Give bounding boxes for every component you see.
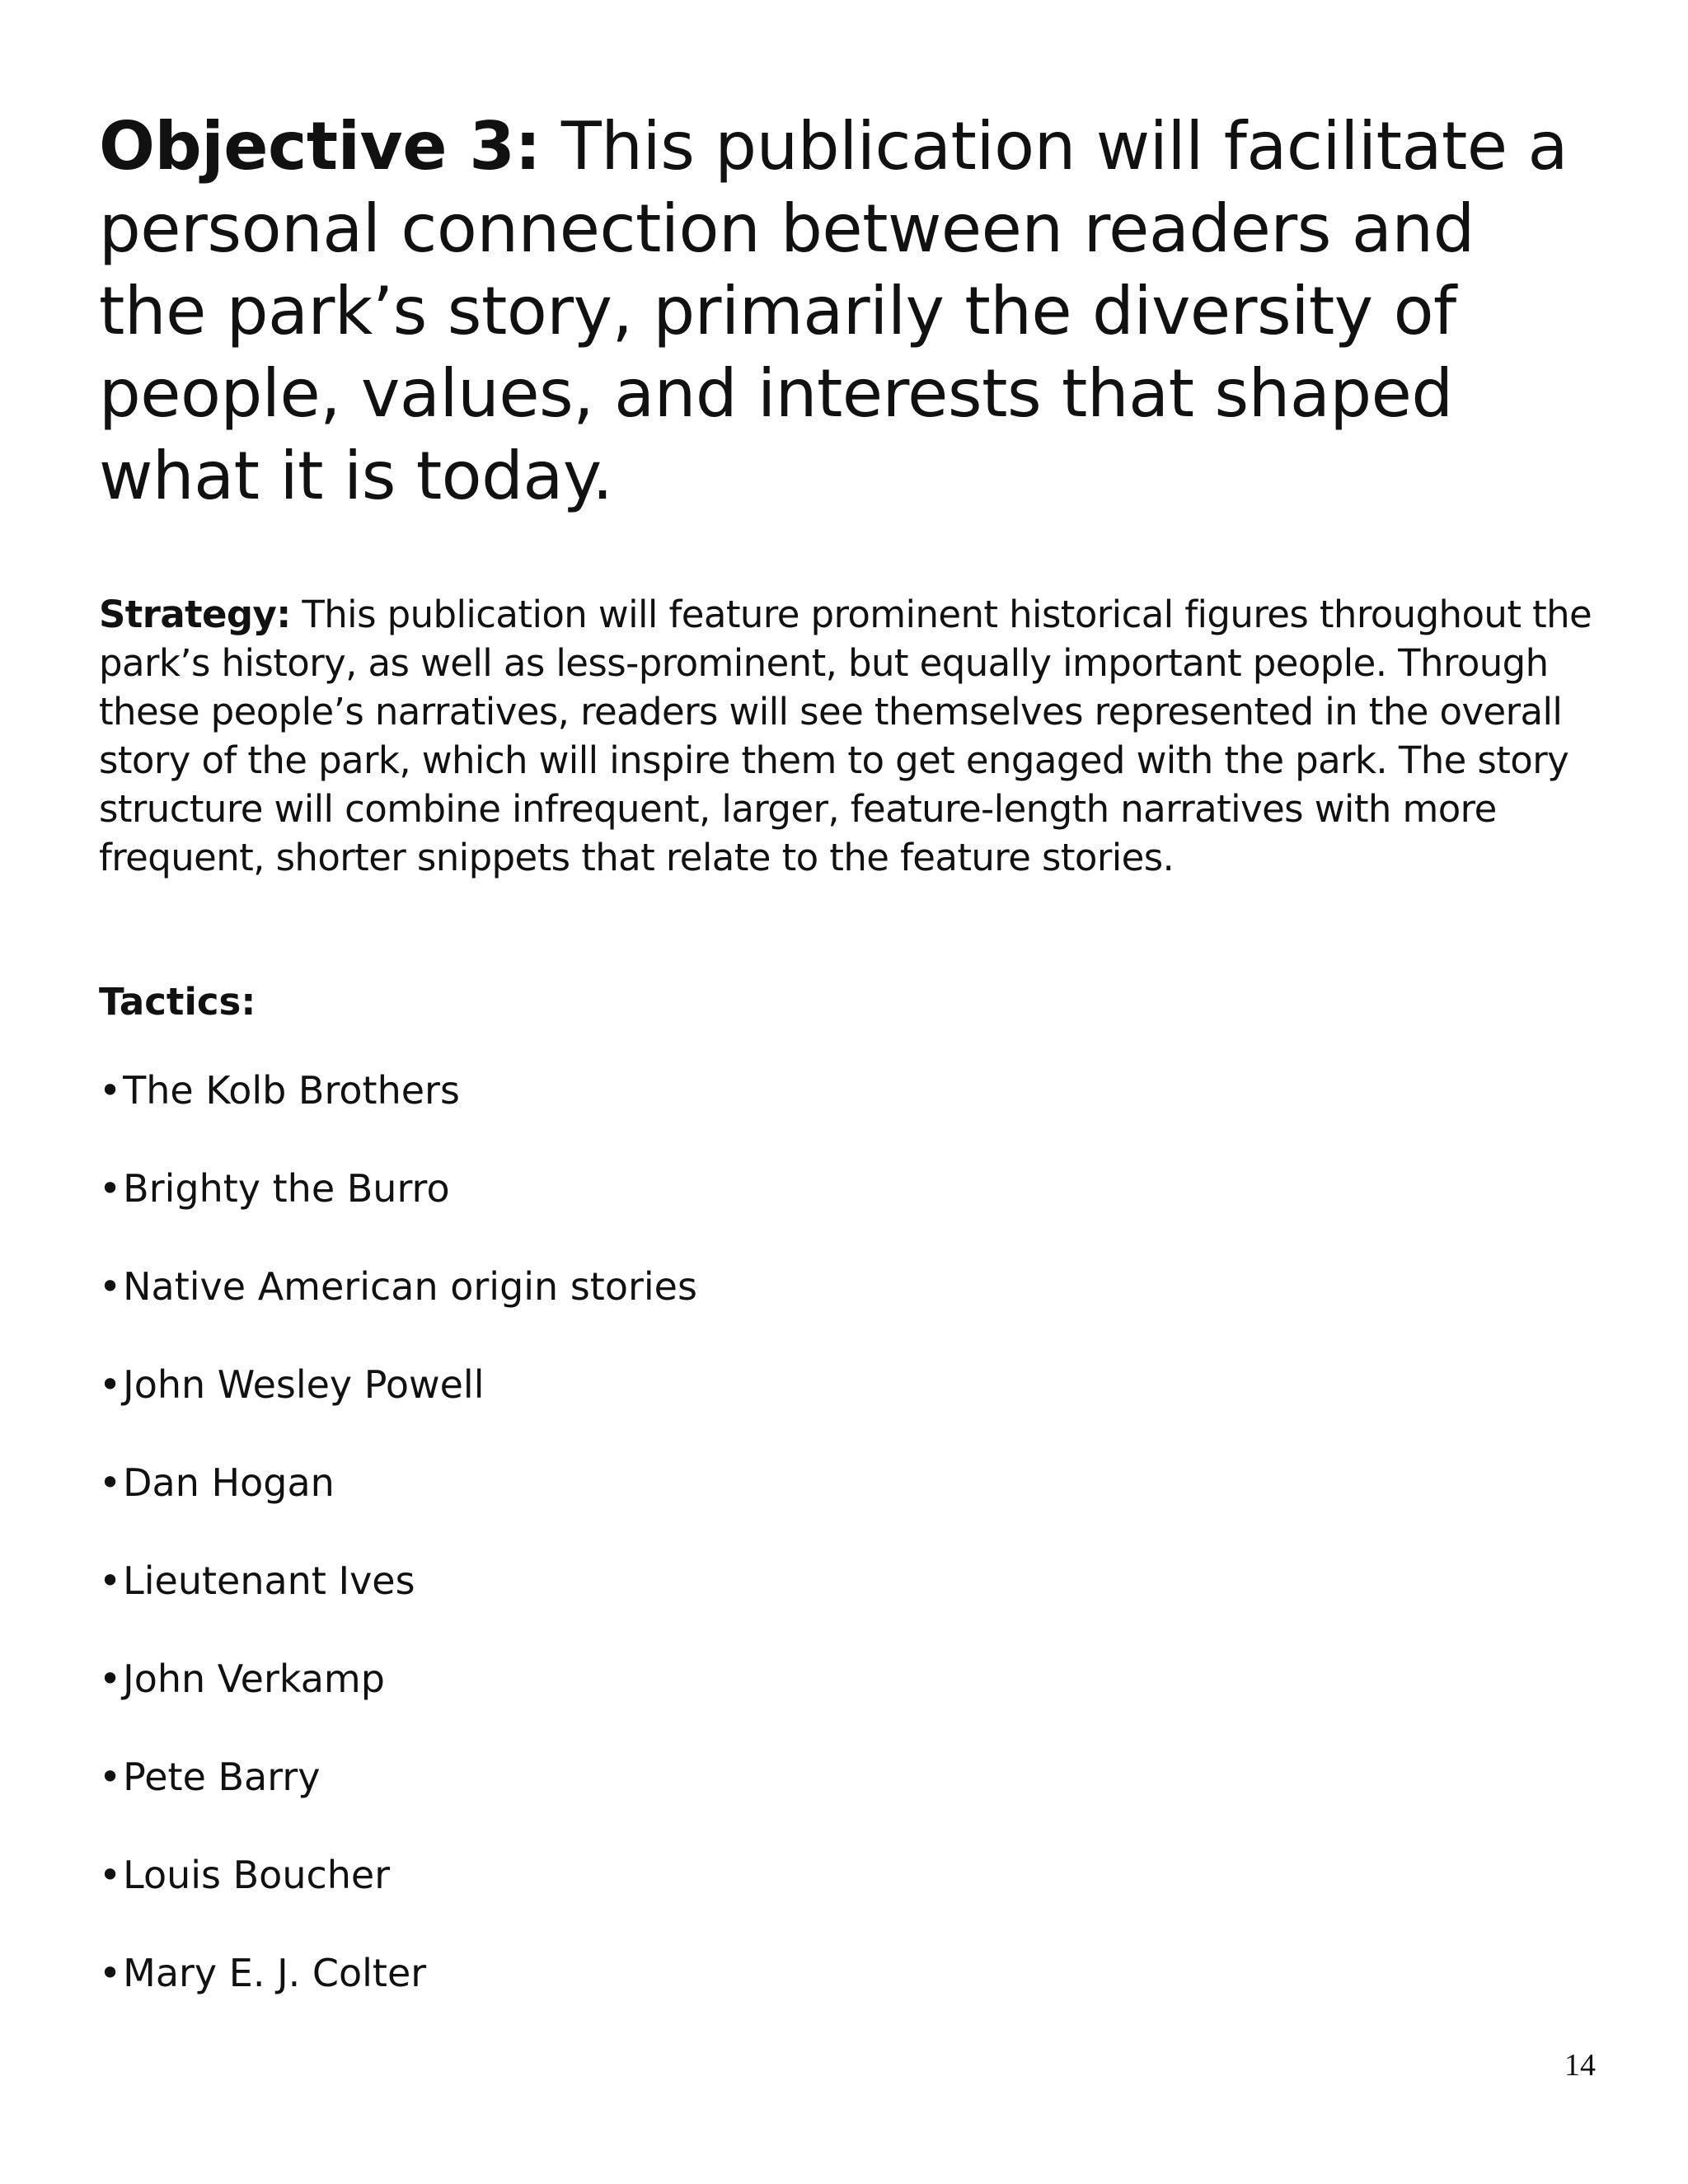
- strategy-label: Strategy:: [99, 593, 291, 636]
- list-item-text: Native American origin stories: [123, 1264, 697, 1309]
- list-item-text: Dan Hogan: [123, 1460, 335, 1505]
- strategy-paragraph: [99, 590, 1615, 882]
- bullet-icon: •: [99, 1362, 122, 1407]
- objective-text: This publication will facilitate a personal connection between readers and the park’s story, primarily the diversity of people, values, and interests that shaped what it is today.: [99, 108, 1568, 514]
- bullet-icon: •: [99, 1068, 122, 1113]
- bullet-icon: •: [99, 1166, 122, 1211]
- objective-paragraph: [99, 105, 1599, 518]
- tactics-list: [99, 1066, 697, 2047]
- list-item-text: Lieutenant Ives: [123, 1558, 415, 1603]
- list-item-text: Louis Boucher: [123, 1853, 391, 1897]
- bullet-icon: •: [99, 1951, 122, 1995]
- list-item-text: Mary E. J. Colter: [123, 1951, 427, 1995]
- list-item-text: The Kolb Brothers: [123, 1068, 460, 1113]
- list-item: [99, 1655, 697, 1704]
- bullet-icon: •: [99, 1558, 122, 1603]
- list-item-text: Pete Barry: [123, 1755, 321, 1799]
- bullet-icon: •: [99, 1264, 122, 1309]
- bullet-icon: •: [99, 1460, 122, 1505]
- bullet-icon: •: [99, 1755, 122, 1799]
- list-item: [99, 1165, 697, 1213]
- list-item: [99, 1066, 697, 1115]
- list-item: [99, 1753, 697, 1802]
- strategy-text: This publication will feature prominent historical figures throughout the park’s history, as well as less-prominent, but equally important people. Through these people’s narratives, readers will see themselves represented in the overall story of the park, which will inspire them to get engaged with the park. The story structure will combine infrequent, larger, feature-length narratives with more frequent, shorter snippets that relate to the feature stories.: [99, 593, 1592, 879]
- page-number: 14: [1564, 2048, 1596, 2083]
- list-item-text: John Verkamp: [123, 1657, 385, 1701]
- list-item: [99, 1263, 697, 1311]
- bullet-icon: •: [99, 1853, 122, 1897]
- list-item: [99, 1361, 697, 1409]
- tactics-heading: Tactics:: [99, 980, 256, 1024]
- bullet-icon: •: [99, 1657, 122, 1701]
- list-item-text: Brighty the Burro: [123, 1166, 450, 1211]
- list-item: [99, 1949, 697, 1998]
- list-item: [99, 1557, 697, 1605]
- list-item: [99, 1851, 697, 1900]
- list-item-text: John Wesley Powell: [123, 1362, 485, 1407]
- objective-label: Objective 3:: [99, 108, 541, 185]
- list-item: [99, 1459, 697, 1507]
